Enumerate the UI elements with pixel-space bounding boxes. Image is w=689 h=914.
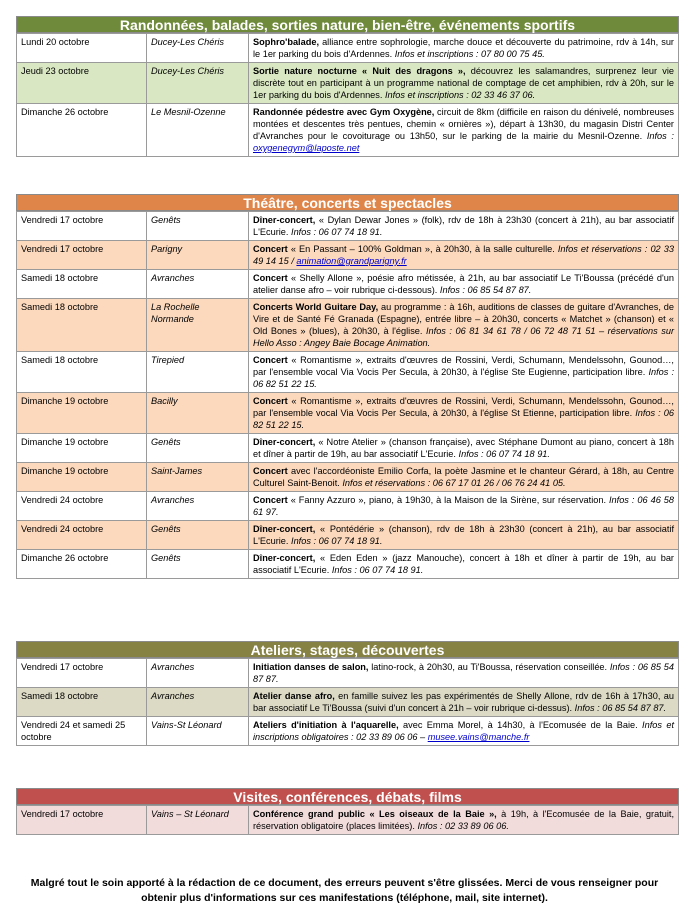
event-place: Genêts xyxy=(147,521,249,550)
section-header: Ateliers, stages, découvertes xyxy=(16,641,679,658)
event-contact-info: Infos et inscriptions obligatoires : 02 33 89 06 06 – xyxy=(253,720,674,742)
event-description xyxy=(249,393,679,434)
event-text: à 19h, à l'Ecomusée de la Baie, gratuit, réservation obligatoire (places limitées). xyxy=(253,809,674,831)
event-date: Dimanche 19 octobre xyxy=(17,393,147,434)
events-table xyxy=(16,805,679,835)
event-place: Le Mesnil-Ozenne xyxy=(147,104,249,157)
events-table xyxy=(16,658,679,746)
section-theatre xyxy=(16,194,679,579)
event-contact-info: Infos : 06 82 51 22 15. xyxy=(253,367,674,389)
event-email-link[interactable]: oxygenegym@laposte.net xyxy=(253,143,360,153)
event-description xyxy=(249,270,679,299)
event-place: Saint-James xyxy=(147,463,249,492)
event-description xyxy=(249,492,679,521)
event-title: Initiation danses de salon, xyxy=(253,662,369,672)
event-text: avec Emma Morel, à 14h30, à l'Ecomusée de la Baie. xyxy=(398,720,643,730)
event-date: Samedi 18 octobre xyxy=(17,299,147,352)
event-text: découvrez les salamandres, surprenez leur vie discrète tout en participant à un programme national de comptage de cet amphibien, rdv à 20h, sur le 1er parking du bois d'Ardennes. xyxy=(253,66,674,100)
event-row xyxy=(17,659,679,688)
event-title: Atelier danse afro, xyxy=(253,691,335,701)
event-date: Dimanche 19 octobre xyxy=(17,434,147,463)
event-place: Avranches xyxy=(147,659,249,688)
event-text: latino-rock, à 20h30, au Ti'Boussa, réservation conseillée. xyxy=(368,662,610,672)
event-date: Samedi 18 octobre xyxy=(17,270,147,299)
event-row xyxy=(17,434,679,463)
event-description xyxy=(249,34,679,63)
event-row xyxy=(17,63,679,104)
event-description xyxy=(249,550,679,579)
event-contact-info: Infos : 06 07 74 18 91. xyxy=(291,536,383,546)
event-date: Jeudi 23 octobre xyxy=(17,63,147,104)
event-place: Bacilly xyxy=(147,393,249,434)
event-title: Sophro'balade, xyxy=(253,37,319,47)
section-header: Randonnées, balades, sorties nature, bien-être, événements sportifs xyxy=(16,16,679,33)
event-contact-info: Infos et réservations : 02 33 49 14 15 / xyxy=(253,244,674,266)
event-description xyxy=(249,241,679,270)
event-description xyxy=(249,352,679,393)
event-contact-info: Infos : 02 33 89 06 06. xyxy=(417,821,509,831)
event-description xyxy=(249,521,679,550)
event-date: Vendredi 24 octobre xyxy=(17,492,147,521)
event-description xyxy=(249,299,679,352)
event-text: alliance entre sophrologie, marche douce et découverte du patrimoine, rdv à 14h, sur le 1er parking du bois d'Ardennes. xyxy=(253,37,674,59)
event-description xyxy=(249,212,679,241)
event-description xyxy=(249,717,679,746)
event-date: Lundi 20 octobre xyxy=(17,34,147,63)
event-date: Dimanche 26 octobre xyxy=(17,104,147,157)
event-description xyxy=(249,688,679,717)
event-row xyxy=(17,393,679,434)
event-title: Concert xyxy=(253,495,288,505)
event-text: « Fanny Azzuro », piano, à 19h30, à la Maison de la Sirène, sur réservation. xyxy=(287,495,609,505)
event-title: Concert xyxy=(253,273,288,283)
event-contact-info: Infos : 06 07 74 18 91. xyxy=(291,227,383,237)
event-date: Dimanche 19 octobre xyxy=(17,463,147,492)
section-header: Visites, conférences, débats, films xyxy=(16,788,679,805)
event-row xyxy=(17,352,679,393)
event-place: Genêts xyxy=(147,212,249,241)
event-contact-info: Infos et inscriptions : 02 33 46 37 06. xyxy=(385,90,536,100)
event-place: Avranches xyxy=(147,270,249,299)
event-date: Vendredi 17 octobre xyxy=(17,659,147,688)
event-contact-info: Infos : xyxy=(646,131,674,141)
event-title: Dîner-concert, xyxy=(253,524,316,534)
event-place: La Rochelle Normande xyxy=(147,299,249,352)
event-text: « En Passant – 100% Goldman », à 20h30, à la salle culturelle. xyxy=(287,244,558,254)
events-table xyxy=(16,33,679,157)
event-description xyxy=(249,434,679,463)
event-email-link[interactable]: musee.vains@manche.fr xyxy=(427,732,530,742)
event-contact-info: Infos : 06 85 54 87 87. xyxy=(439,285,532,295)
event-title: Randonnée pédestre avec Gym Oxygène, xyxy=(253,107,435,117)
event-row xyxy=(17,688,679,717)
event-place: Vains – St Léonard xyxy=(147,806,249,835)
event-date: Vendredi 17 octobre xyxy=(17,241,147,270)
event-email-link[interactable]: animation@grandparigny.fr xyxy=(296,256,407,266)
event-row xyxy=(17,492,679,521)
event-description xyxy=(249,63,679,104)
event-place: Avranches xyxy=(147,688,249,717)
event-contact-info: Infos et inscriptions : 07 80 00 75 45. xyxy=(394,49,545,59)
event-date: Vendredi 24 octobre xyxy=(17,521,147,550)
section-header: Théâtre, concerts et spectacles xyxy=(16,194,679,211)
event-text: circuit de 8km (difficile en raison du dénivelé, nombreuses montées et descentes très pentues, chemin « ornières »), départ à 13h30, du magasin Distri Center d'Avranches pour le covoiturage ou 13h50, sur le parking de la mairie du Mesnil-Ozenne. xyxy=(253,107,674,141)
event-title: Concert xyxy=(253,466,288,476)
event-row xyxy=(17,104,679,157)
event-row xyxy=(17,270,679,299)
event-row xyxy=(17,299,679,352)
event-row xyxy=(17,212,679,241)
event-text: « Dylan Dewar Jones » (folk), rdv de 18h à 23h30 (concert à 21h), au bar associatif L'Ecurie. xyxy=(253,215,674,237)
event-contact-info: Infos : 06 46 58 61 97. xyxy=(253,495,674,517)
event-contact-info: Infos : 06 85 54 87 87. xyxy=(253,662,674,684)
event-row xyxy=(17,806,679,835)
event-place: Genêts xyxy=(147,550,249,579)
event-text: « Romantisme », extraits d'œuvres de Rossini, Verdi, Schumann, Mendelssohn, Gounod…, par l'ensemble vocal Via Vocis Per Secula, à 20h30, à l'église Ste Eugienne, participation libre. xyxy=(253,355,674,377)
event-text: « Notre Atelier » (chanson française), avec Stéphane Dumont au piano, concert à 18h et dîner à partir de 19h, au bar associatif L'Ecurie. xyxy=(253,437,674,459)
event-row xyxy=(17,241,679,270)
event-contact-info: Infos : 06 82 51 22 15. xyxy=(253,408,674,430)
event-date: Vendredi 17 octobre xyxy=(17,806,147,835)
event-contact-info: Infos et réservations : 06 67 17 01 26 / 06 76 24 41 05. xyxy=(342,478,566,488)
event-row xyxy=(17,717,679,746)
event-description xyxy=(249,659,679,688)
event-text: « Eden Eden » (jazz Manouche), concert à 18h et dîner à partir de 19h, au bar associatif L'Ecurie. xyxy=(253,553,674,575)
event-text: avec l'accordéoniste Emilio Corfa, la poète Jasmine et le chanteur Gérard, à 18h, au Centre Culturel Saint-Benoit. xyxy=(253,466,674,488)
event-text: « Romantisme », extraits d'œuvres de Rossini, Verdi, Schumann, Mendelssohn, Gounod…, par l'ensemble vocal Via Vocis Per Secula, à 20h30, à l'église St Etienne, participation libre. xyxy=(253,396,674,418)
event-text: « Pontédérie » (chanson), rdv de 18h à 23h30 (concert à 21h), au bar associatif L'Ecurie. xyxy=(253,524,674,546)
event-date: Samedi 18 octobre xyxy=(17,688,147,717)
event-place: Genêts xyxy=(147,434,249,463)
event-contact-info: Infos : 06 81 34 61 78 / 06 72 48 71 51 – réservations sur Hello Asso : Angey Baie Bocage Animation. xyxy=(253,326,675,348)
events-table xyxy=(16,211,679,579)
event-date: Samedi 18 octobre xyxy=(17,352,147,393)
disclaimer-footer: Malgré tout le soin apporté à la rédaction de ce document, des erreurs peuvent s'être glissées. Merci de vous renseigner pour obtenir plus d'informations sur ces manifestations (téléphone, mail, site internet). xyxy=(30,877,659,904)
event-date: Vendredi 24 et samedi 25 octobre xyxy=(17,717,147,746)
event-text: au programme : à 16h, auditions de classes de guitare d'Avranches, de Vire et de Santé Fé Granada (Espagne), entrée libre – à 20h30, concerts « Matchet » (chanson) et « Old Bones » (blues), à 20h30, à l'église. xyxy=(253,302,675,336)
event-title: Concert xyxy=(253,355,288,365)
event-title: Dîner-concert, xyxy=(253,553,316,563)
event-title: Concert xyxy=(253,244,288,254)
event-row xyxy=(17,521,679,550)
event-title: Ateliers d'initiation à l'aquarelle, xyxy=(253,720,399,730)
event-row xyxy=(17,34,679,63)
event-place: Parigny xyxy=(147,241,249,270)
event-title: Dîner-concert, xyxy=(253,215,316,225)
event-row xyxy=(17,550,679,579)
event-title: Concerts World Guitare Day, xyxy=(253,302,379,312)
event-row xyxy=(17,463,679,492)
event-place: Vains-St Léonard xyxy=(147,717,249,746)
section-ateliers xyxy=(16,641,679,746)
section-sport xyxy=(16,16,679,157)
event-title: Dîner-concert, xyxy=(253,437,316,447)
event-description xyxy=(249,806,679,835)
event-date: Vendredi 17 octobre xyxy=(17,212,147,241)
event-text: en famille suivez les pas expérimentés de Shelly Allone, rdv de 16h à 17h30, au bar associatif Le Ti'Boussa (suivi d'un concert à 21h – voir rubrique ci-dessus). xyxy=(253,691,674,713)
event-title: Conférence grand public « Les oiseaux de la Baie », xyxy=(253,809,497,819)
section-visites xyxy=(16,788,679,835)
event-place: Ducey-Les Chéris xyxy=(147,34,249,63)
event-title: Concert xyxy=(253,396,288,406)
event-contact-info: Infos : 06 85 54 87 87. xyxy=(574,703,667,713)
event-description xyxy=(249,463,679,492)
event-title: Sortie nature nocturne « Nuit des dragons », xyxy=(253,66,466,76)
event-date: Dimanche 26 octobre xyxy=(17,550,147,579)
event-place: Tirepied xyxy=(147,352,249,393)
event-place: Avranches xyxy=(147,492,249,521)
event-text: « Shelly Allone », poésie afro métissée, à 21h, au bar associatif Le Ti'Boussa (précédé d'un atelier danse afro – voir rubrique ci-dessous). xyxy=(253,273,674,295)
event-description xyxy=(249,104,679,157)
event-place: Ducey-Les Chéris xyxy=(147,63,249,104)
event-contact-info: Infos : 06 07 74 18 91. xyxy=(331,565,424,575)
event-contact-info: Infos : 06 07 74 18 91. xyxy=(458,449,550,459)
